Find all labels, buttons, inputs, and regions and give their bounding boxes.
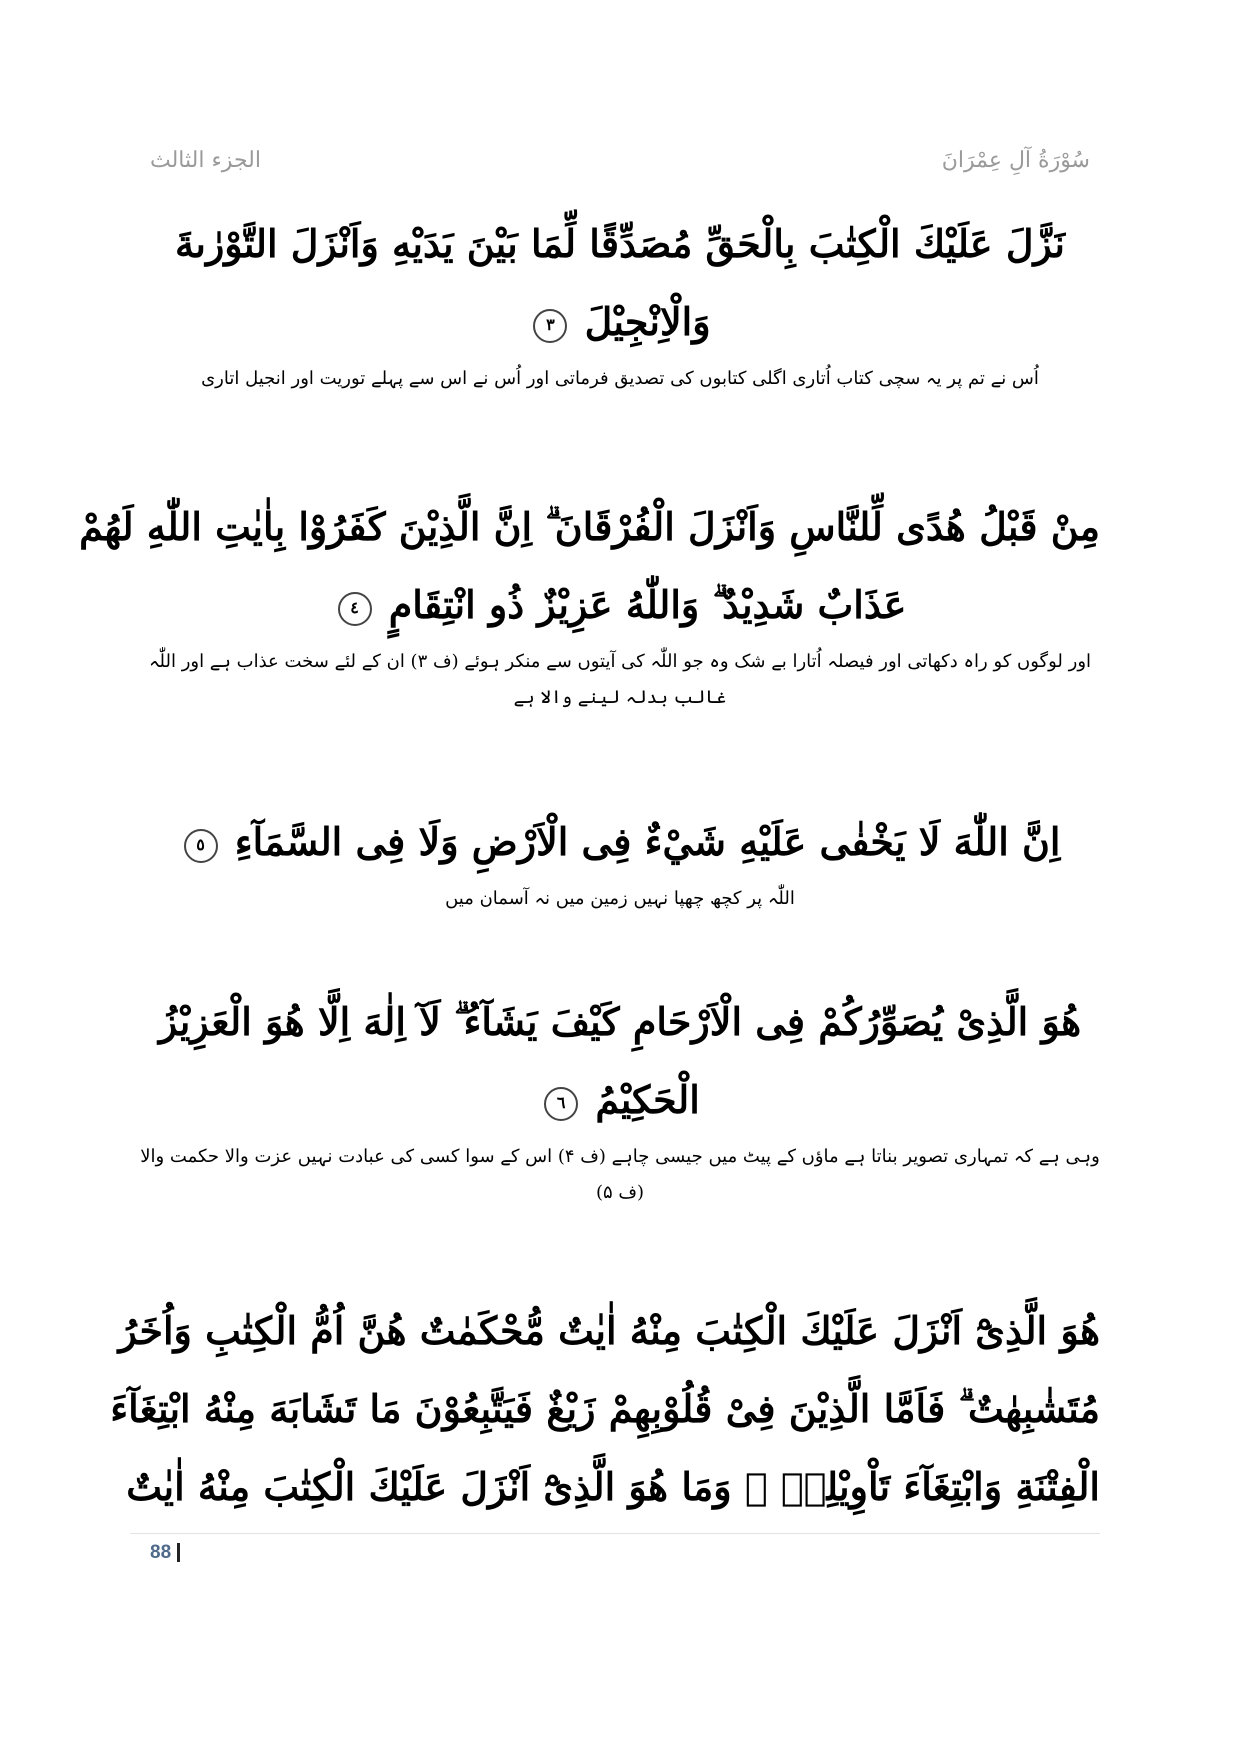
arabic-line: الْحَكِيْمُ <box>595 1077 700 1122</box>
arabic-line-end <box>140 1061 1100 1139</box>
arabic-line: اِنَّ اللّٰهَ لَا يَخْفٰى عَلَيْهِ شَيْءٌ فِى الْاَرْضِ وَلَا فِى السَّمَآءِ <box>234 819 1061 864</box>
arabic-line: مِنْ قَبْلُ هُدًى لِّلنَّاسِ وَاَنْزَلَ الْفُرْقَانَ ۗ اِنَّ الَّذِيْنَ كَفَرُوْا بِاٰيٰتِ اللّٰهِ لَهُمْ <box>79 504 1100 549</box>
arabic-line: هُوَ الَّذِىْ يُصَوِّرُكُمْ فِى الْاَرْحَامِ كَيْفَ يَشَآءُ ۗ لَآ اِلٰهَ اِلَّا هُوَ الْعَزِيْزُ <box>158 999 1082 1044</box>
urdu-translation: اللّٰہ پر کچھ چھپا نہیں زمین میں نہ آسمان میں <box>445 888 795 909</box>
arabic-line: نَزَّلَ عَلَيْكَ الْكِتٰبَ بِالْحَقِّ مُصَدِّقًا لِّمَا بَيْنَ يَدَيْهِ وَاَنْزَلَ التَّوْرٰىةَ <box>175 221 1065 266</box>
ayah-number-marker: ٦ <box>544 1087 578 1121</box>
surah-title: سُوْرَةُ آلِ عِمْرَانَ <box>941 148 1090 173</box>
ayah-number-marker: ٥ <box>184 829 218 863</box>
verse-block-7 <box>110 1292 1100 1526</box>
urdu-translation: اُس نے تم پر یہ سچی کتاب اُتاری اگلی کتابوں کی تصدیق فرماتی اور اُس نے اس سے پہلے توریت اور انجیل اتاری <box>201 368 1039 389</box>
arabic-line-end <box>140 566 1100 644</box>
verse-block-4 <box>79 488 1100 716</box>
verse-block-3 <box>140 205 1100 397</box>
arabic-line: وَالْاِنْجِيْلَ <box>584 299 711 344</box>
arabic-line: مُتَشٰبِهٰتٌ ۗ فَاَمَّا الَّذِيْنَ فِىْ قُلُوْبِهِمْ زَيْغٌ فَيَتَّبِعُوْنَ مَا تَشَابَهَ مِنْهُ ابْتِغَآءَ <box>110 1386 1100 1431</box>
verse-block-6 <box>140 983 1100 1211</box>
juz-title: الجزء الثالث <box>150 148 261 173</box>
urdu-translation: غالب بدلہ لینے والا ہے <box>513 687 727 708</box>
arabic-line-end <box>140 803 1100 881</box>
arabic-line: الْفِتْنَةِ وَابْتِغَآءَ تَاْوِيْلِهٖ ۚ وَمَا هُوَ الَّذِىْٓ اَنْزَلَ عَلَيْكَ الْكِتٰبَ مِنْهُ اٰيٰتٌ <box>126 1464 1100 1509</box>
ayah-number-marker: ٣ <box>533 309 567 343</box>
page-number-separator <box>177 1543 180 1562</box>
urdu-translation: (ف ۵) <box>595 1182 645 1203</box>
arabic-line: هُوَ الَّذِىْٓ اَنْزَلَ عَلَيْكَ الْكِتٰبَ مِنْهُ اٰيٰتٌ مُّحْكَمٰتٌ هُنَّ اُمُّ الْكِتٰبِ وَاُخَرُ <box>118 1308 1100 1353</box>
arabic-line: عَذَابٌ شَدِيْدٌ ۗ وَاللّٰهُ عَزِيْزٌ ذُو انْتِقَامٍ <box>388 582 907 627</box>
ayah-number-marker: ٤ <box>338 592 372 626</box>
arabic-line-end <box>140 283 1100 361</box>
verse-block-5 <box>140 803 1100 917</box>
page-number: 88 <box>150 1542 172 1563</box>
footer-divider <box>130 1533 1100 1534</box>
page-header <box>150 148 1090 188</box>
urdu-translation: اور لوگوں کو راہ دکھاتی اور فیصلہ اُتارا بے شک وہ جو اللّٰہ کی آیتوں سے منکر ہوئے (ف ۳) ان کے لئے سخت عذاب ہے اور اللّٰہ <box>148 651 1092 672</box>
urdu-translation: وہی ہے کہ تمہاری تصویر بناتا ہے ماؤں کے پیٹ میں جیسی چاہے (ف ۴) اس کے سوا کسی کی عبادت نہیں عزت والا حکمت والا <box>140 1146 1100 1167</box>
